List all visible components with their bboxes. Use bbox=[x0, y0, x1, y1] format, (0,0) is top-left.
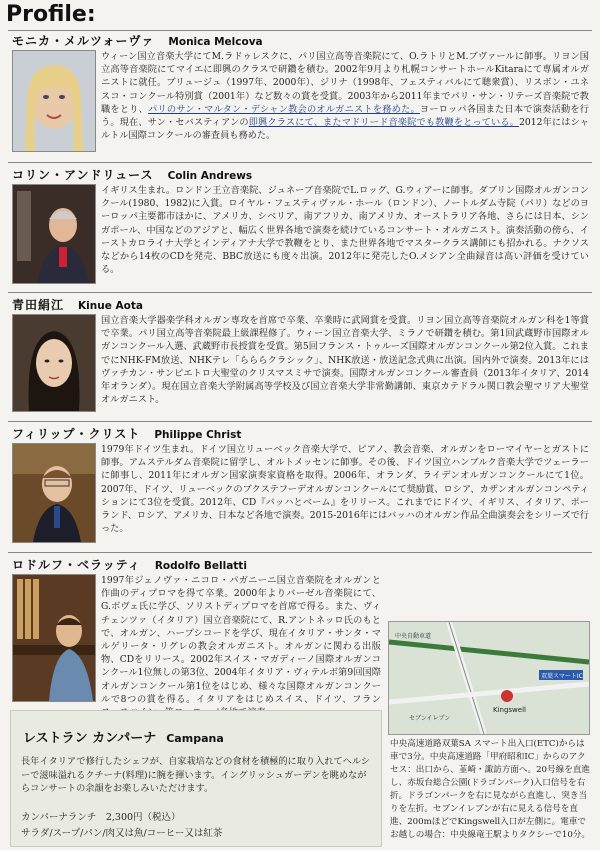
divider bbox=[8, 552, 592, 553]
profile-photo bbox=[12, 574, 96, 702]
map-seven-label: セブンイレブン bbox=[409, 715, 451, 722]
bio-link[interactable]: パリのサン・マルタン・デシャン教会のオルガニストを務めた。 bbox=[148, 103, 420, 115]
profile-photo bbox=[12, 50, 96, 152]
profile-name-jp: モニカ・メルツォーヴァ bbox=[12, 34, 155, 48]
restaurant-price: カンパーナランチ 2,300円（税込） bbox=[21, 812, 181, 823]
bio-text: ヨーロッパ各国また日本で演奏活動を行う。現在、サン・セバスティアンの bbox=[101, 103, 589, 129]
profile-name-row bbox=[12, 425, 241, 442]
profile-name-row bbox=[12, 32, 263, 49]
restaurant-description: 長年イタリアで修行したシェフが、自家栽培などの食材を積極的に取り入れてヘルシーで滋味溢れるクチーナ(料理)に腕を揮います。イングリッシュガーデンを眺めながらコンサートの余韻をお楽しみいただけます。 bbox=[21, 756, 370, 794]
profile-name-jp: 青田絹江 bbox=[12, 298, 65, 312]
profile-name-en: Kinue Aota bbox=[78, 300, 143, 312]
restaurant-menu: サラダ/スープ/パン/肉又は魚/コーヒー又は紅茶 bbox=[21, 828, 223, 839]
access-map bbox=[388, 621, 590, 735]
profile-bio: イギリス生まれ。ロンドン王立音楽院、ジュネーブ音楽院でL.ロッグ、G.ウィアーに師事。ダブリン国際オルガンコンクール(1980、1982)に入賞。ロイヤル・フェスティヴァル・ホール（ロンドン）、ノートルダム寺院（パリ）などのヨーロッパ主要都市ほかに、アメリカ、シベリア、南アフリカ、南アメリカ、オーストラリア各地、さらには日本、シンガポール、中国などのアジアと、幅広く世界各地で演奏を続けているコンサート・オルガニスト。演奏活動の傍ら、イーストカロライナ大学とインディアナ大学で教鞭をとり、また世界各地でマスタークラス講師にも招かれる。ナクソスなどから14枚のCDを発売、BBC放送にも度々出演。2012年に発売したO.メシアン全曲録音は高い評価を受けている。 bbox=[101, 185, 589, 276]
profile-name-en: Philippe Christ bbox=[154, 429, 242, 441]
profile-name-row bbox=[12, 296, 143, 313]
profile-bio bbox=[101, 50, 589, 142]
profile-name-jp: ロドルフ・ベラッティ bbox=[12, 558, 141, 572]
profile-name-row bbox=[12, 166, 252, 183]
divider bbox=[8, 162, 592, 163]
restaurant-box bbox=[10, 710, 382, 847]
divider bbox=[8, 30, 592, 31]
page-title: Profile: bbox=[6, 2, 96, 27]
access-text: 中央高速道路双葉SA スマート出入口(ETC)からは車で3分。中央高速道路「甲府昭和IC」からのアクセス：出口から、韮崎・諏訪方面へ。20号線を直進し、赤坂台総合公園(ドラゴンパーク)入口信号を右折。ドラゴンパークを右に見ながら直進し、突き当りを左折。セブンイレブンが右に見える信号を直進、200mほどでKingswell入口が左側に。電車でお越しの場合：中央線竜王駅よりタクシーで10分。 bbox=[390, 739, 590, 840]
profile-name-en: Monica Melcova bbox=[168, 36, 263, 48]
map-place-label: Kingswell bbox=[493, 706, 526, 714]
divider bbox=[8, 421, 592, 422]
bio-text: ウィーン国立音楽大学にてM.ラドゥレスクに、パリ国立高等音楽院にて、O.ラトリとM.ブヴァールに師事。リヨン国立高等音楽院にてマイエに即興のクラスで研鑽を積む。2002年9月より札幌コンサートホールKitaraにて専属オルガニストに就任。ブリュージュ（1997年、2000年）、ジリナ（1998年、フェスティバルにて聴衆賞）、リスボン・ユネスコ・コンクール特別賞（2001年）など数々の賞を受賞。2003年から2011年までパリ・サン・リテーズ音楽院で教職をとり、 bbox=[101, 51, 589, 115]
restaurant-title-en: Campana bbox=[166, 732, 224, 745]
bio-text: 2012年にはシャルトル国際コンクールの審査員も務めた。 bbox=[101, 117, 589, 142]
map-road-label: 中央自動車道 bbox=[395, 633, 432, 640]
profile-name-en: Rodolfo Bellatti bbox=[154, 560, 247, 572]
map-ic-label: 双葉スマートIC bbox=[541, 673, 583, 680]
profile-name-jp: フィリップ・クリスト bbox=[12, 427, 141, 441]
profile-name-row bbox=[12, 556, 247, 573]
divider bbox=[8, 292, 592, 293]
profile-name-en: Colin Andrews bbox=[167, 170, 253, 182]
profile-bio: 国立音楽大学器楽学科オルガン専攻を首席で卒業、卒業時に武岡賞を受賞。リヨン国立高等音楽院オルガン科を1等賞で卒業。パリ国立高等音楽院最上級課程修了。ウィーン国立音楽大学、ミラノで研鑽を積む。第1回武蔵野市国際オルガンコンクール入選、武蔵野市長授賞を受賞。第5回フランス・トゥルーズ国際オルガンコンクール第2位入賞。これまでにNHK-FM放送、NHKテレ「らららクラシック」、NHK放送・放送記念式典に出演。国内外で演奏。2013年にはヴァチカン・サンピエトロ大聖堂のクリスマスミサで演奏。国際オルガンコンクール審査員（2013年イタリア、2014年オランダ）。現在国立音楽大学附属高等学校及び国立音楽大学非常勤講師、東京カテドラル関口教会聖マリア大聖堂オルガニスト。 bbox=[101, 315, 589, 406]
profile-bio: 1997年ジェノヴァ・ニコロ・パガニーニ国立音楽院をオルガンと作曲のディプロマを得て卒業。2000年よりバーゼル音楽院にて、G.ボヴェ氏に学び、ソリストディプロマを首席で得る。また、ヴィチェンツァ（イタリア）国立音楽院にて、R.アントネッロ氏のもとで、オルガン、ハープシコードを学び、現在イタリア・サンタ・マルゲリータ・リグレの教会オルガニスト。オルガンに関わる出版物、CDをリリース。2002年スイス・マガディーノ国際オルガンコンクール1位無しの第3位、2004年イタリア・ヴィテルボ第9回国際オルガンコンクール第1位をはじめ、様々な国際オルガンコンクールで8つの賞を得る。イタリアをはじめスイス、ドイツ、フラン bbox=[101, 575, 381, 705]
profile-photo bbox=[12, 184, 96, 284]
restaurant-title bbox=[23, 727, 224, 746]
profile-photo bbox=[12, 443, 96, 543]
bio-link[interactable]: 即興クラスにて、またマドリード音楽院でも教鞭をとっている。 bbox=[248, 117, 520, 129]
profile-name-jp: コリン・アンドリュース bbox=[12, 168, 154, 182]
profile-bio: 1979年ドイツ生まれ。ドイツ国立リューベック音楽大学で、ピアノ、教会音楽、オルガンをローマイヤーとガストに師事。アムステルダム音楽院に留学し、オルトメッセンに師事。その後、ドイツ国立ハンブルク音楽大学でツェーラーに師事し、2011年にオルガン国家演奏家資格を取得。2006年、オランダ、ライデンオルガンコンクールにて1位。2007年、ドイツ、リューベックのブクステフーデオルガンコンクールにて奨励賞、ロシア、カザンオルガンコンペティションにて3位を受賞。2012年、CD『バッハとベーム』をリリース。これまでにドイツ、イギリス、イタリア、ポーランド、ロシア、アメリカ、日本など各地で演奏。2015-2016年にはバッハのオルガン作品全曲演奏会をシリーズで行った。 bbox=[101, 444, 589, 535]
restaurant-title-jp: レストラン カンパーナ bbox=[23, 731, 157, 746]
profile-photo bbox=[12, 314, 96, 412]
